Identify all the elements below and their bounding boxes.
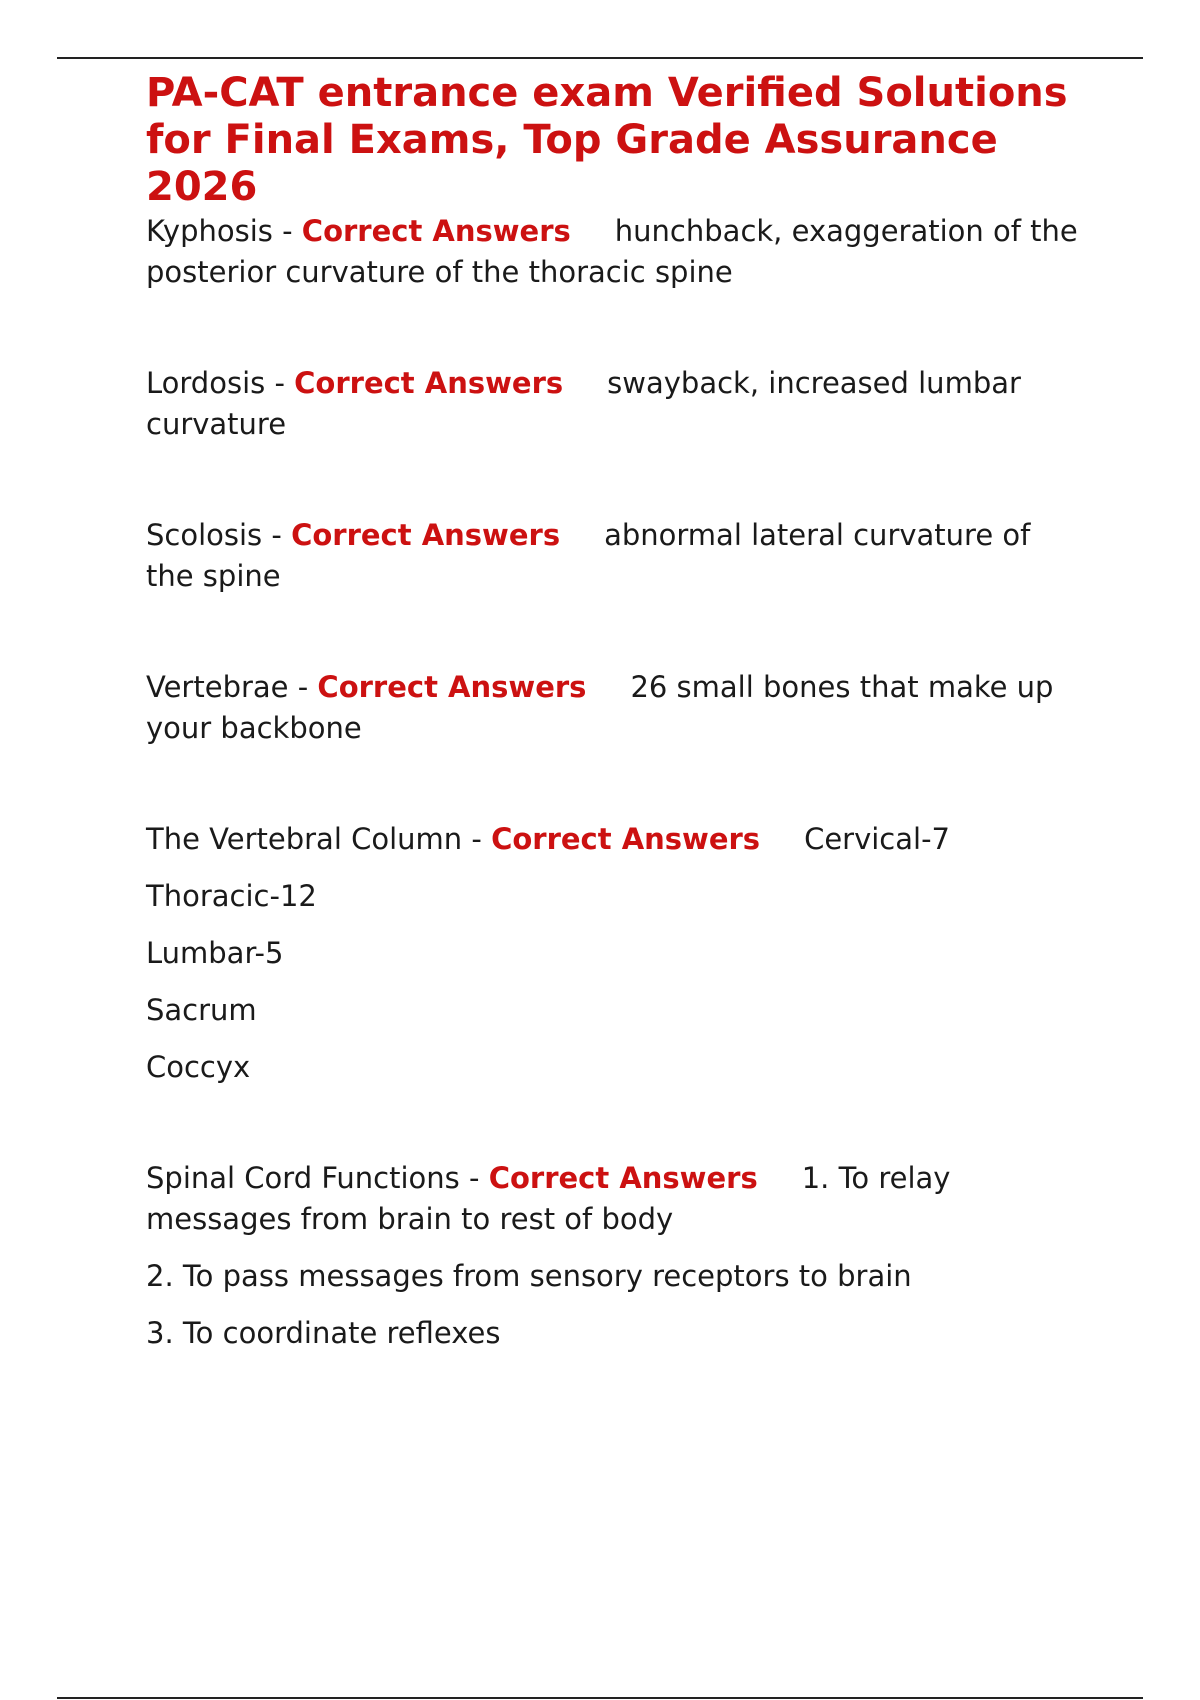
qa-entry-scolosis [146,515,1086,597]
qa-entry-lordosis [146,363,1086,445]
bottom-rule [57,1697,1143,1699]
entry-term: Lordosis [146,366,266,400]
entry-extra-line: Thoracic-12 [146,879,317,913]
correct-answers-label: Correct Answers [317,670,587,704]
entry-separator: - [265,366,295,400]
entry-extra-line: Coccyx [146,1050,251,1084]
correct-answers-label: Correct Answers [301,214,571,248]
top-rule [57,57,1143,59]
entry-answer: hunchback, exaggeration of the posterior curvature of the thoracic spine [146,214,1078,289]
entry-extra-line: Lumbar-5 [146,936,284,970]
correct-answers-label: Correct Answers [491,822,761,856]
correct-answers-label: Correct Answers [291,518,561,552]
correct-answers-label: Correct Answers [294,366,564,400]
entry-term: The Vertebral Column [146,822,463,856]
entry-answer: 1. To relay messages from brain to rest of body [146,1161,951,1236]
entry-term: Vertebrae [146,670,289,704]
qa-entry-vertebral-column [146,819,1086,860]
entry-answer: 26 small bones that make up your backbone [146,670,1054,745]
qa-entry-spinal-cord-functions [146,1158,1086,1240]
entry-separator: - [272,214,302,248]
qa-entry-vertebrae [146,667,1086,749]
entry-answer: swayback, increased lumbar curvature [146,366,1021,441]
entry-answer: abnormal lateral curvature of the spine [146,518,1031,593]
entry-separator: - [462,822,492,856]
entry-extra-line: 3. To coordinate reflexes [146,1316,501,1350]
entry-extra-line: 2. To pass messages from sensory receptors to brain [146,1259,912,1293]
entry-term: Scolosis [146,518,263,552]
correct-answers-label: Correct Answers [488,1161,758,1195]
document-body [146,70,1086,1354]
entry-separator: - [288,670,318,704]
document-title: PA-CAT entrance exam Verified Solutions for Final Exams, Top Grade Assurance 2026 [146,70,1068,210]
entry-separator: - [459,1161,489,1195]
entry-extra-line: Sacrum [146,993,257,1027]
qa-entry-kyphosis [146,211,1086,293]
entry-term: Spinal Cord Functions [146,1161,460,1195]
entry-answer: Cervical-7 [804,822,950,856]
entry-term: Kyphosis [146,214,273,248]
entry-separator: - [262,518,292,552]
